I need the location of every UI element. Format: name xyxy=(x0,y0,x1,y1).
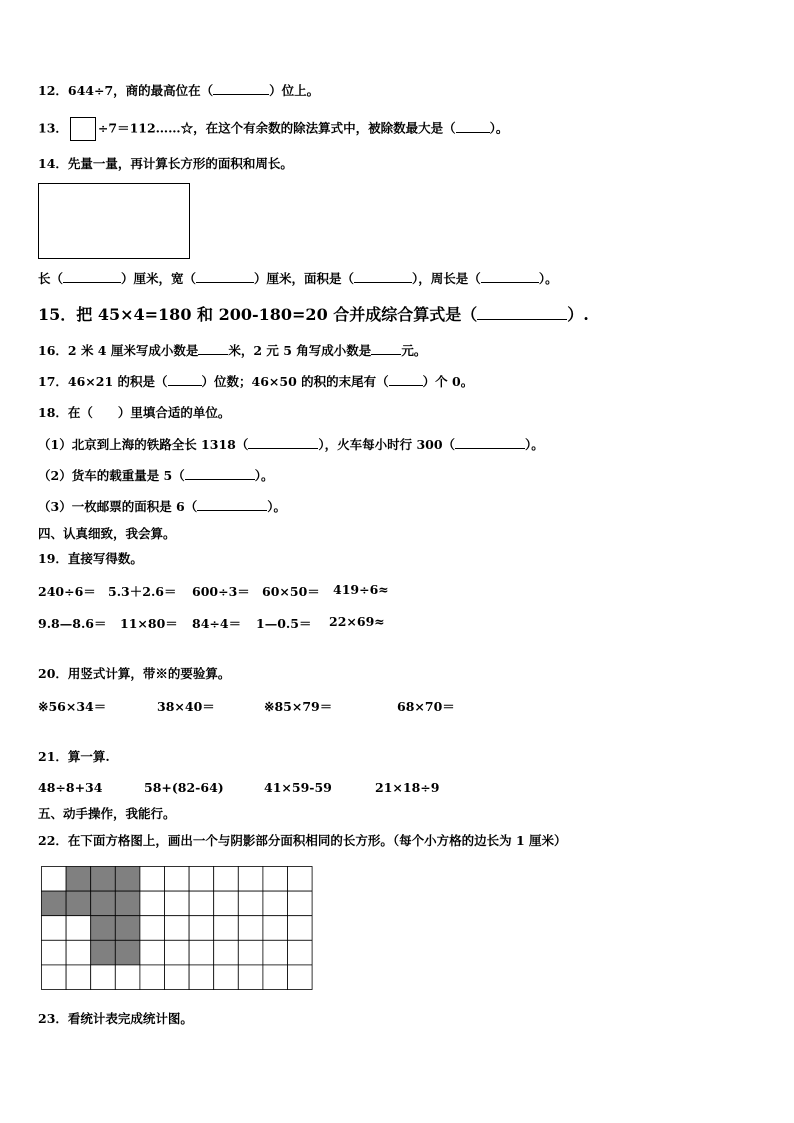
q19-r2-item: 22×69≈ xyxy=(329,614,385,629)
grid-cell[interactable] xyxy=(140,891,165,916)
q14-part-5: ）。 xyxy=(538,271,558,286)
grid-cell[interactable] xyxy=(165,965,190,990)
q20-item: ※56×34＝ xyxy=(38,699,107,714)
grid-cell[interactable] xyxy=(140,940,165,965)
q16-part-a: 16．2 米 4 厘米写成小数是 xyxy=(38,343,199,358)
grid-cell[interactable] xyxy=(165,916,190,941)
q16-yuan-blank[interactable] xyxy=(371,342,401,355)
q18-s1-end: ）。 xyxy=(525,437,544,452)
q18-sub-3 xyxy=(38,498,286,516)
grid-cell[interactable] xyxy=(263,965,288,990)
q18-s3-blank[interactable] xyxy=(197,498,267,511)
grid-cell[interactable] xyxy=(214,867,239,892)
q21-title: 21．算一算. xyxy=(38,749,110,764)
grid-cell[interactable] xyxy=(91,965,116,990)
question-18 xyxy=(38,404,230,422)
grid-cell[interactable] xyxy=(238,891,263,916)
section-5-heading xyxy=(38,805,176,823)
q18-s2-text: （2）货车的载重量是 5（ xyxy=(38,468,185,483)
shaded-grid-cell[interactable] xyxy=(91,940,116,965)
question-20 xyxy=(38,665,230,683)
grid-cell[interactable] xyxy=(214,891,239,916)
grid-cell[interactable] xyxy=(214,916,239,941)
q13-text: ÷7＝112……☆，在这个有余数的除法算式中，被除数最大是（ xyxy=(97,120,456,136)
q15-answer-blank[interactable] xyxy=(477,304,567,320)
q20-title: 20．用竖式计算，带※的要验算。 xyxy=(38,666,231,681)
shaded-grid-cell[interactable] xyxy=(115,867,140,892)
grid-cell[interactable] xyxy=(189,867,214,892)
grid-cell[interactable] xyxy=(140,916,165,941)
q14-area-blank[interactable] xyxy=(354,270,412,283)
q19-r2-item: 84÷4＝ xyxy=(192,616,242,631)
q19-r1-item: 60×50＝ xyxy=(262,584,320,599)
q19-r1-item: 5.3＋2.6＝ xyxy=(108,584,177,599)
shaded-grid-cell[interactable] xyxy=(66,867,91,892)
q18-title: 18．在（ ）里填合适的单位。 xyxy=(38,405,231,420)
grid-cell[interactable] xyxy=(66,965,91,990)
grid-cell[interactable] xyxy=(42,965,67,990)
grid-cell[interactable] xyxy=(165,867,190,892)
grid-cell[interactable] xyxy=(238,867,263,892)
grid-cell[interactable] xyxy=(165,940,190,965)
q19-r2-item: 11×80＝ xyxy=(120,616,178,631)
q22-square-grid[interactable] xyxy=(41,866,317,993)
grid-cell[interactable] xyxy=(42,867,67,892)
q17-part-a: 17．46×21 的积是（ xyxy=(38,374,168,389)
shaded-grid-cell[interactable] xyxy=(115,940,140,965)
question-21 xyxy=(38,748,110,766)
q21-item: 21×18÷9 xyxy=(375,780,440,795)
q21-item: 58+(82-64) xyxy=(144,780,224,795)
grid-cell[interactable] xyxy=(238,916,263,941)
q19-r2-item: 9.8—8.6＝ xyxy=(38,616,107,631)
grid-cell[interactable] xyxy=(288,965,313,990)
q16-part-c: 元。 xyxy=(401,343,427,358)
question-19 xyxy=(38,550,143,568)
grid-cell[interactable] xyxy=(214,965,239,990)
section-4-heading xyxy=(38,525,176,543)
grid-cell[interactable] xyxy=(189,965,214,990)
shaded-grid-cell[interactable] xyxy=(115,916,140,941)
grid-cell[interactable] xyxy=(189,916,214,941)
grid-cell[interactable] xyxy=(263,867,288,892)
q18-s3-end: ）。 xyxy=(267,499,287,514)
q18-s2-end: ）。 xyxy=(254,468,274,483)
q18-s1-mid: ），火车每小时行 300（ xyxy=(318,437,456,452)
q18-s3-text: （3）一枚邮票的面积是 6（ xyxy=(38,499,198,514)
q23-title: 23．看统计表完成统计图。 xyxy=(38,1011,193,1026)
q17-part-b: ）位数；46×50 的积的末尾有（ xyxy=(201,374,389,389)
shaded-grid-cell[interactable] xyxy=(91,867,116,892)
grid-cell[interactable] xyxy=(238,965,263,990)
q17-digits-blank[interactable] xyxy=(168,373,202,386)
q14-part-4: ），周长是（ xyxy=(412,271,481,286)
q15-text: 15．把 45×4=180 和 200-180=20 合并成综合算式是（ xyxy=(38,305,478,324)
q21-item: 41×59-59 xyxy=(264,780,332,795)
q14-part-2: ）厘米，宽（ xyxy=(121,271,197,286)
q14-part-3: ）厘米，面积是（ xyxy=(254,271,355,286)
grid-cell[interactable] xyxy=(189,940,214,965)
q14-answer-line xyxy=(38,270,558,288)
q18-s1-blank-2[interactable] xyxy=(455,436,525,449)
grid-cell[interactable] xyxy=(66,940,91,965)
question-17 xyxy=(38,373,473,391)
grid-cell[interactable] xyxy=(42,940,67,965)
grid-cell[interactable] xyxy=(42,916,67,941)
q20-item: 38×40＝ xyxy=(157,699,215,714)
shaded-grid-cell[interactable] xyxy=(91,891,116,916)
q16-meters-blank[interactable] xyxy=(198,342,228,355)
question-14 xyxy=(38,155,293,173)
grid-cell[interactable] xyxy=(288,940,313,965)
section-5-text: 五、动手操作，我能行。 xyxy=(38,806,176,821)
q19-r1-item: 600÷3＝ xyxy=(192,584,250,599)
q18-s1-blank-1[interactable] xyxy=(248,436,318,449)
q22-title: 22．在下面方格图上，画出一个与阴影部分面积相同的长方形。（每个小方格的边长为 1 厘米） xyxy=(38,833,567,848)
q13-answer-blank[interactable] xyxy=(456,120,490,133)
q17-part-c: ）个 0。 xyxy=(422,374,474,389)
q20-item: 68×70＝ xyxy=(397,699,455,714)
grid-cell[interactable] xyxy=(115,965,140,990)
q16-part-b: 米，2 元 5 角写成小数是 xyxy=(228,343,372,358)
q14-title: 14．先量一量，再计算长方形的面积和周长。 xyxy=(38,156,293,171)
grid-cell[interactable] xyxy=(165,891,190,916)
q14-perimeter-blank[interactable] xyxy=(481,270,539,283)
q17-zeros-blank[interactable] xyxy=(389,373,423,386)
grid-cell[interactable] xyxy=(66,916,91,941)
question-16 xyxy=(38,342,426,360)
grid-cell[interactable] xyxy=(263,940,288,965)
q15-suffix: ）. xyxy=(567,305,589,324)
grid-cell[interactable] xyxy=(288,891,313,916)
q19-r1-item: 240÷6＝ xyxy=(38,584,96,599)
question-22 xyxy=(38,832,567,850)
q12-suffix: ）位上。 xyxy=(269,83,320,98)
q19-title: 19．直接写得数。 xyxy=(38,551,143,566)
q14-part-1: 长（ xyxy=(38,271,64,286)
q20-item: ※85×79＝ xyxy=(264,699,333,714)
q18-sub-2 xyxy=(38,467,274,485)
q14-rectangle xyxy=(38,183,190,259)
question-15 xyxy=(38,304,589,326)
q19-r1-item: 419÷6≈ xyxy=(333,582,389,597)
section-4-text: 四、认真细致，我会算。 xyxy=(38,526,176,541)
q14-width-blank[interactable] xyxy=(196,270,254,283)
shaded-grid-cell[interactable] xyxy=(66,891,91,916)
q18-s2-blank[interactable] xyxy=(185,467,255,480)
q12-answer-blank[interactable] xyxy=(213,82,269,95)
q12-text: 12．644÷7，商的最高位在（ xyxy=(38,83,214,98)
q13-dividend-box[interactable] xyxy=(70,117,96,141)
grid-cell[interactable] xyxy=(263,916,288,941)
grid-cell[interactable] xyxy=(288,916,313,941)
grid-cell[interactable] xyxy=(140,965,165,990)
grid-cell[interactable] xyxy=(288,867,313,892)
q13-suffix: ）。 xyxy=(489,120,509,136)
grid-cell[interactable] xyxy=(214,940,239,965)
q19-r2-item: 1—0.5＝ xyxy=(256,616,312,631)
shaded-grid-cell[interactable] xyxy=(91,916,116,941)
q18-s1-text: （1）北京到上海的铁路全长 1318（ xyxy=(38,437,249,452)
grid-cell[interactable] xyxy=(238,940,263,965)
q13-number: 13． xyxy=(38,120,68,136)
q14-length-blank[interactable] xyxy=(63,270,121,283)
shaded-grid-cell[interactable] xyxy=(42,891,67,916)
question-13 xyxy=(38,117,508,141)
question-12 xyxy=(38,82,319,100)
question-23 xyxy=(38,1010,193,1028)
q18-sub-1 xyxy=(38,436,544,454)
grid-cell[interactable] xyxy=(189,891,214,916)
grid-cell[interactable] xyxy=(140,867,165,892)
q21-item: 48÷8+34 xyxy=(38,780,103,795)
shaded-grid-cell[interactable] xyxy=(115,891,140,916)
grid-cell[interactable] xyxy=(263,891,288,916)
